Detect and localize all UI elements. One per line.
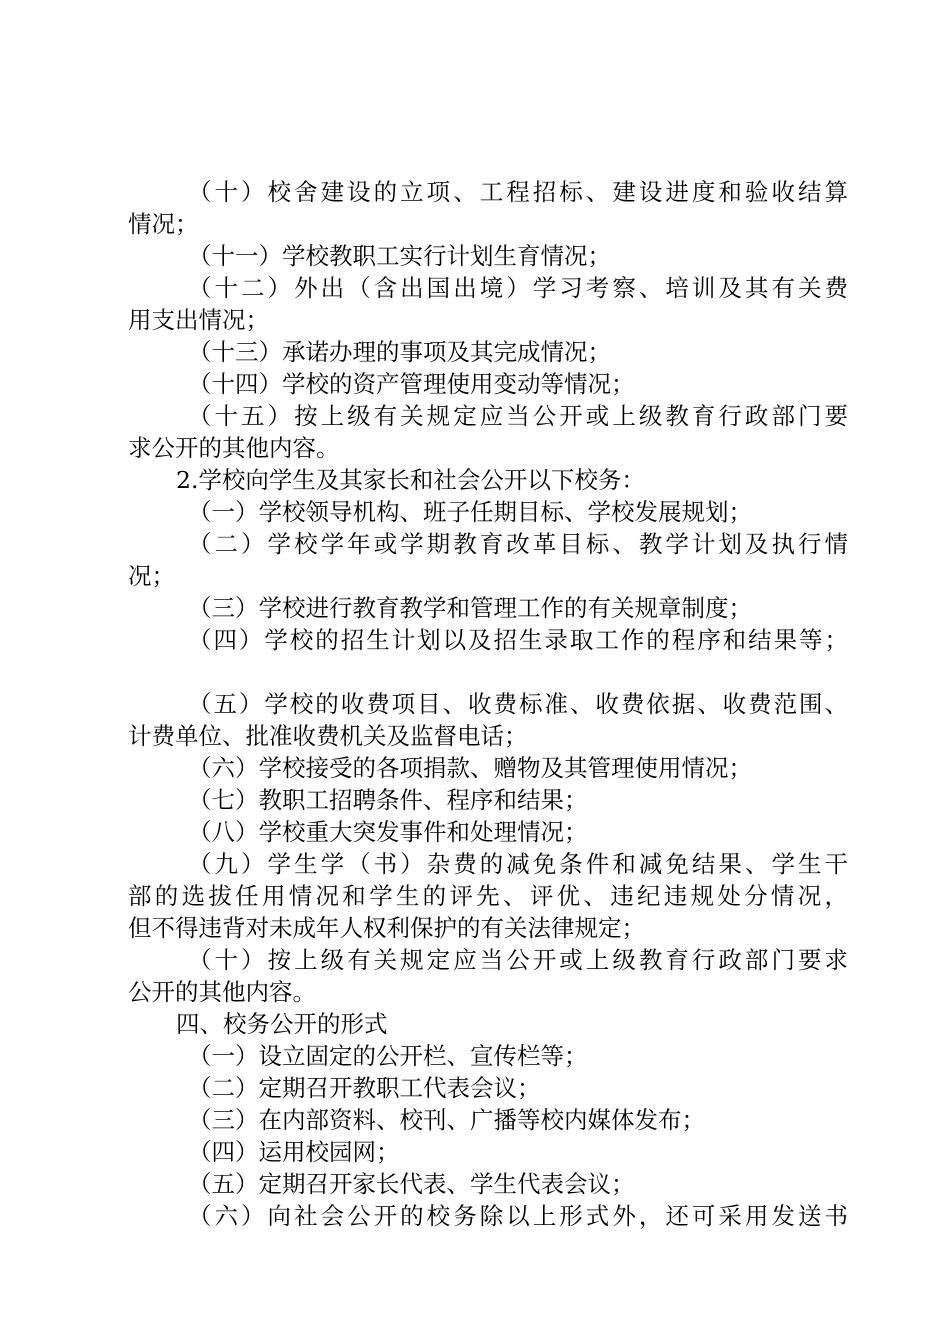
text-line: （五）定期召开家长代表、学生代表会议； — [188, 1170, 635, 1198]
text-line: （五）学校的收费项目、收费标准、收费依据、收费范围、 — [188, 690, 848, 718]
text-line: （十四）学校的资产管理使用变动等情况； — [188, 370, 635, 398]
section-heading: 2.学校向学生及其家长和社会公开以下校务： — [176, 466, 645, 494]
text-line: （四）运用校园网； — [188, 1138, 400, 1166]
text-line: （十一）学校教职工实行计划生育情况； — [188, 242, 611, 270]
text-line: （二）学校学年或学期教育改革目标、教学计划及执行情 — [188, 530, 848, 558]
text-line: （六）学校接受的各项捐款、赠物及其管理使用情况； — [188, 754, 752, 782]
text-line: （十三）承诺办理的事项及其完成情况； — [188, 338, 611, 366]
text-line: （一）设立固定的公开栏、宣传栏等； — [188, 1042, 588, 1070]
text-line: （二）定期召开教职工代表会议； — [188, 1074, 541, 1102]
text-line: 况； — [128, 562, 175, 590]
text-line: 部的选拔任用情况和学生的评先、评优、违纪违规处分情况， — [128, 882, 848, 910]
text-line: （三）学校进行教育教学和管理工作的有关规章制度； — [188, 594, 752, 622]
section-heading: 四、校务公开的形式 — [176, 1010, 388, 1038]
text-line: （十二）外出（含出国出境）学习考察、培训及其有关费 — [188, 274, 848, 302]
text-line: 计费单位、批准收费机关及监督电话； — [128, 722, 528, 750]
text-line: （十五）按上级有关规定应当公开或上级教育行政部门要 — [188, 402, 848, 430]
text-line: （六）向社会公开的校务除以上形式外，还可采用发送书 — [188, 1202, 848, 1230]
text-line: （三）在内部资料、校刊、广播等校内媒体发布； — [188, 1106, 705, 1134]
text-line: 求公开的其他内容。 — [128, 434, 340, 462]
text-line: 情况； — [128, 210, 199, 238]
text-line: （十）按上级有关规定应当公开或上级教育行政部门要求 — [188, 946, 848, 974]
text-line: 公开的其他内容。 — [128, 978, 316, 1006]
text-line: （九）学生学（书）杂费的减免条件和减免结果、学生干 — [188, 850, 848, 878]
text-line: 用支出情况； — [128, 306, 269, 334]
text-line: （十）校舍建设的立项、工程招标、建设进度和验收结算 — [188, 178, 848, 206]
text-line: （一）学校领导机构、班子任期目标、学校发展规划； — [188, 498, 752, 526]
text-line: （八）学校重大突发事件和处理情况； — [188, 818, 588, 846]
text-line: （四）学校的招生计划以及招生录取工作的程序和结果等； — [188, 626, 848, 654]
text-line: （七）教职工招聘条件、程序和结果； — [188, 786, 588, 814]
text-line: 但不得违背对未成年人权利保护的有关法律规定； — [128, 914, 645, 942]
